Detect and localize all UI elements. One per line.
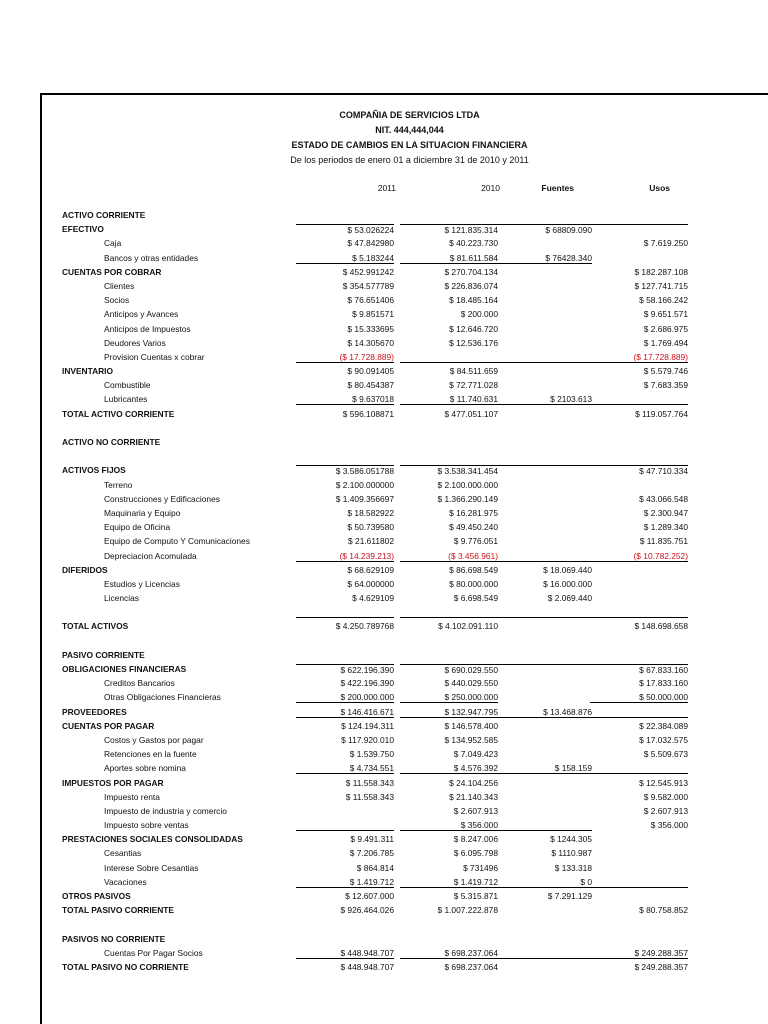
value-2011: $ 448.948.707 [296,948,394,959]
line-item-label: Cesantias [104,848,142,859]
value-fuentes [494,551,592,562]
statement-period: De los periodos de enero 01 a diciembre 31 de 2010 y 2011 [290,155,529,165]
line-item-label: Impuesto renta [104,791,160,802]
value-usos: $ 22.384.089 [639,720,688,731]
statement-row [42,677,768,691]
value-usos: $ 7.619.250 [643,238,688,249]
line-item-label: Depreciacion Acomulada [104,550,197,561]
value-2010: $ 4.102.091.110 [438,621,498,632]
line-item-label: Impuesto de industria y comercio [104,805,227,816]
value-2011: $ 200.000.000 [296,692,394,703]
company-nit: NIT. 444,444,044 [375,125,444,135]
statement-row [42,436,768,450]
value-2011: $ 53.026224 [296,224,394,235]
value-usos: ($ 17.728.889) [590,352,688,363]
value-usos: $ 67.833.160 [590,664,688,675]
line-item-label: Deudores Varios [104,337,166,348]
statement-row [42,393,768,407]
statement-row [42,464,768,478]
value-fuentes: $ 18.069.440 [543,564,592,575]
line-item-label: Equipo de Computo Y Comunicaciones [104,536,250,547]
statement-row [42,550,768,564]
statement-row [42,365,768,379]
value-usos: $ 9.651.571 [643,309,688,320]
value-2010: $ 86.698.549 [449,564,498,575]
section-label: OBLIGACIONES FINANCIERAS [62,664,187,674]
statement-row [42,961,768,975]
value-2010: $ 698.237.064 [444,961,498,972]
section-label: TOTAL PASIVO NO CORRIENTE [62,961,189,972]
statement-row [42,294,768,308]
value-fuentes: $ 76428.340 [494,253,592,264]
value-2011: $ 596.108871 [342,408,394,419]
value-2010: $ 3.538.341.454 [400,465,498,476]
value-2011: $ 68.629109 [347,564,394,575]
value-usos: $ 9.582.000 [643,791,688,802]
spacer-row [42,450,768,464]
value-2010: $ 477.051.107 [444,408,498,419]
value-2010: $ 40.223.730 [449,238,498,249]
value-usos [590,763,688,774]
statement-row [42,223,768,237]
value-2011: $ 422.196.390 [340,678,394,689]
statement-row [42,691,768,705]
value-2011: $ 15.333695 [347,323,394,334]
value-2011 [296,607,394,618]
value-2010: $ 146.578.400 [444,720,498,731]
company-name: COMPAÑIA DE SERVICIOS LTDA [339,110,480,120]
value-2011: $ 3.586.051788 [296,465,394,476]
value-2011: $ 1.539.750 [349,749,394,760]
statement-row [42,762,768,776]
value-2010: $ 200.000 [460,309,498,320]
section-label: PASIVOS NO CORRIENTE [62,933,166,944]
statement-row [42,620,768,634]
line-item-label: Clientes [104,280,135,291]
value-usos: $ 11.835.751 [639,536,688,547]
value-2011: $ 4.629109 [352,593,394,604]
value-2010: $ 18.485.164 [449,295,498,306]
line-item-label: Maquinaria y Equipo [104,507,181,518]
statement-row [42,493,768,507]
section-label: IMPUESTOS POR PAGAR [62,777,164,788]
value-usos [590,224,688,235]
statement-row [42,862,768,876]
value-2010: $ 2.607.913 [453,805,498,816]
value-2011: ($ 17.728.889) [296,352,394,363]
value-2011: $ 90.091405 [347,366,394,377]
value-2010: $ 11.740.631 [400,394,498,405]
line-item-label: Vacaciones [104,876,147,887]
line-item-label: Aportes sobre nomina [104,763,186,774]
statement-title: ESTADO DE CAMBIOS EN LA SITUACION FINANCIERA [291,140,528,150]
value-fuentes: $ 0 [494,877,592,888]
value-2010: $ 21.140.343 [449,791,498,802]
value-usos [590,607,688,618]
statement-row [42,847,768,861]
value-2010: $ 356.000 [400,820,498,831]
statement-row [42,337,768,351]
value-2010: $ 84.511.659 [449,366,498,377]
line-item-label: Interese Sobre Cesantias [104,862,199,873]
value-2011: $ 9.491.311 [350,834,394,845]
statement-row [42,805,768,819]
statement-row [42,209,768,223]
line-item-label: Terreno [104,479,133,490]
value-2011: $ 76.651406 [347,295,394,306]
value-fuentes [494,352,592,363]
value-fuentes [494,465,592,476]
line-item-label: Retenciones en la fuente [104,749,197,760]
value-2010: $ 440.029.550 [444,678,498,689]
section-label: CUENTAS POR PAGAR [62,720,155,731]
value-usos [590,877,688,888]
statement-row [42,408,768,422]
value-usos: $ 1.769.494 [643,337,688,348]
value-2011: $ 64.000000 [347,578,394,589]
value-usos: $ 50.000.000 [590,692,688,703]
section-label: PASIVO CORRIENTE [62,649,145,660]
value-fuentes: $ 1244.305 [550,834,592,845]
value-fuentes [494,664,592,675]
value-2011: $ 864.814 [356,862,394,873]
value-usos: $ 47.710.334 [590,465,688,476]
value-2010: $ 6.698.549 [453,593,498,604]
value-fuentes: $ 13.468.876 [494,707,592,718]
section-label: INVENTARIO [62,366,114,377]
value-fuentes [494,607,592,618]
value-usos: $ 5.509.673 [643,749,688,760]
value-usos: $ 119.057.764 [635,408,688,419]
value-2011: $ 5.183244 [296,253,394,264]
statement-row [42,592,768,606]
value-2010: $ 690.029.550 [400,664,498,675]
value-usos: $ 148.698.658 [634,621,688,632]
value-2011 [296,820,394,831]
value-2010: $ 1.366.290.149 [437,493,498,504]
value-usos: $ 5.579.746 [643,366,688,377]
statement-row [42,237,768,251]
statement-row [42,833,768,847]
statement-row [42,266,768,280]
value-fuentes: $ 16.000.000 [543,578,592,589]
line-item-label: Lubricantes [104,394,148,405]
value-usos: $ 12.545.913 [639,777,688,788]
column-usos: Usos [649,183,670,193]
section-label: TOTAL PASIVO CORRIENTE [62,905,174,916]
value-2010: $ 8.247.006 [453,834,498,845]
statement-row [42,947,768,961]
value-fuentes: $ 133.318 [554,862,592,873]
value-2011: $ 14.305670 [347,337,394,348]
section-label: EFECTIVO [62,224,104,235]
value-2010: $ 270.704.134 [444,266,498,277]
value-2010 [400,607,498,618]
value-fuentes: $ 68809.090 [494,224,592,235]
value-2011: $ 21.611802 [348,536,394,547]
statement-row [42,720,768,734]
value-2010: $ 132.947.795 [400,707,498,718]
value-2011: $ 146.416.671 [296,707,394,718]
value-2010: $ 226.836.074 [444,280,498,291]
line-item-label: Anticipos de Impuestos [104,323,191,334]
value-2010: ($ 3.456.961) [400,551,498,562]
statement-row [42,649,768,663]
value-2010 [400,352,498,363]
value-2010: $ 5.315.871 [453,891,498,901]
value-2010: $ 250.000.000 [400,692,498,703]
value-usos: $ 356.000 [650,820,688,831]
value-2011: $ 452.991242 [342,266,394,277]
statement-row [42,706,768,720]
value-2010: $ 16.281.975 [449,507,498,518]
section-label: DIFERIDOS [62,564,108,575]
line-item-label: Estudios y Licencias [104,578,180,589]
statement-sheet [40,93,768,1024]
section-label: OTROS PASIVOS [62,891,131,901]
value-2010: $ 731496 [463,862,498,873]
column-fuentes: Fuentes [541,183,574,193]
value-2011: $ 47.842980 [347,238,394,249]
statement-row [42,890,768,904]
value-usos: $ 2.686.975 [643,323,688,334]
line-item-label: Socios [104,295,130,306]
value-2011: ($ 14.239.213) [296,551,394,562]
value-fuentes: $ 7.291.129 [547,891,592,901]
statement-row [42,521,768,535]
value-fuentes: $ 2103.613 [494,394,592,405]
value-2010: $ 698.237.064 [400,948,498,959]
spacer-row [42,918,768,932]
statement-row [42,791,768,805]
value-2011: $ 448.948.707 [340,961,394,972]
line-item-label: Anticipos y Avances [104,309,179,320]
line-item-label: Costos y Gastos por pagar [104,734,204,745]
value-fuentes [494,820,592,831]
line-item-label: Creditos Bancarios [104,678,175,689]
section-label: ACTIVO CORRIENTE [62,210,146,220]
value-usos: $ 80.758.852 [639,905,688,916]
value-usos: $ 43.066.548 [639,493,688,504]
value-usos: $ 2.300.947 [643,507,688,518]
value-2011: $ 926.464.026 [340,905,394,916]
line-item-label: Impuesto sobre ventas [104,820,189,831]
value-usos: $ 58.166.242 [639,295,688,306]
spacer-row [42,422,768,436]
statement-row [42,479,768,493]
value-2010: $ 2.100.000.000 [437,479,498,490]
value-fuentes: $ 1110.987 [551,848,592,859]
value-fuentes [494,948,592,959]
value-2010: $ 7.049.423 [453,749,498,760]
line-item-label: Licencias [104,593,139,604]
value-usos: $ 17.032.575 [639,734,688,745]
value-2011: $ 354.577789 [342,280,394,291]
line-item-label: Equipo de Oficina [104,522,171,533]
line-item-label: Bancos y otras entidades [104,252,199,263]
statement-row [42,876,768,890]
value-2010: $ 9.776.051 [453,536,498,547]
statement-row [42,535,768,549]
value-2010: $ 24.104.256 [449,777,498,788]
value-usos [590,707,688,718]
value-2010: $ 80.000.000 [449,578,498,589]
value-fuentes: $ 158.159 [494,763,592,774]
value-2011: $ 7.206.785 [349,848,394,859]
value-2010: $ 4.576.392 [400,763,498,774]
value-2010: $ 121.835.314 [400,224,498,235]
statement-row [42,379,768,393]
section-label: ACTIVO NO CORRIENTE [62,437,161,447]
section-label: CUENTAS POR COBRAR [62,266,162,277]
value-2010: $ 12.536.176 [449,337,498,348]
value-2011: $ 4.250.789768 [335,621,394,632]
value-2011: $ 4.734.551 [296,763,394,774]
value-usos: $ 17.833.160 [639,678,688,689]
value-usos: $ 2.607.913 [643,805,688,816]
value-2010: $ 12.646.720 [449,323,498,334]
statement-row [42,323,768,337]
statement-row [42,351,768,365]
value-usos [590,394,688,405]
statement-row [42,819,768,833]
section-label: TOTAL ACTIVOS [62,621,129,632]
section-label: PROVEEDORES [62,706,127,717]
value-2011: $ 124.194.311 [341,720,394,731]
statement-row [42,280,768,294]
section-label: TOTAL ACTIVO CORRIENTE [62,408,175,419]
statement-row [42,904,768,918]
statement-row [42,252,768,266]
value-2011: $ 2.100.000000 [335,479,394,490]
statement-row [42,748,768,762]
statement-row [42,564,768,578]
value-2010: $ 6.095.798 [453,848,498,859]
statement-row [42,734,768,748]
statement-row [42,663,768,677]
section-label: PRESTACIONES SOCIALES CONSOLIDADAS [62,834,243,845]
value-2011: $ 9.637018 [296,394,394,405]
value-2011: $ 117.920.010 [341,734,394,745]
statement-row [42,578,768,592]
statement-row [42,308,768,322]
value-2011: $ 1.409.356697 [335,493,394,504]
value-2010: $ 1.419.712 [400,877,498,888]
value-2010: $ 72.771.028 [449,380,498,391]
line-item-label: Otras Obligaciones Financieras [104,692,221,703]
value-usos: $ 1.289.340 [643,522,688,533]
line-item-label: Caja [104,238,122,249]
value-2010: $ 1.007.222.878 [437,905,498,916]
value-usos: $ 249.288.357 [634,961,688,972]
spacer-row [42,606,768,620]
column-2010: 2010 [481,183,500,193]
value-2011: $ 9.851571 [352,309,394,320]
value-usos: $ 127.741.715 [634,280,688,291]
value-usos: $ 7.683.359 [643,380,688,391]
statement-row [42,933,768,947]
value-fuentes: $ 2.069.440 [547,593,592,604]
line-item-label: Cuentas Por Pagar Socios [104,947,203,958]
statement-row [42,507,768,521]
value-2011: $ 1.419.712 [296,877,394,888]
column-2011: 2011 [377,183,396,193]
value-2010: $ 134.952.585 [444,734,498,745]
value-usos: $ 249.288.357 [590,948,688,959]
statement-rows [42,209,768,975]
value-usos: $ 182.287.108 [634,266,688,277]
spacer-row [42,635,768,649]
line-item-label: Combustible [104,380,151,391]
value-2011: $ 50.739580 [347,522,394,533]
value-2011: $ 11.558.343 [345,777,394,788]
value-2011: $ 12.607.000 [345,891,394,901]
line-item-label: Construcciones y Edificaciones [104,493,220,504]
section-label: ACTIVOS FIJOS [62,465,126,476]
value-usos: ($ 10.782.252) [590,551,688,562]
value-2011: $ 80.454387 [347,380,394,391]
value-2011: $ 18.582922 [347,507,394,518]
value-2011: $ 11.558.343 [345,791,394,802]
value-2010: $ 81.611.584 [400,253,498,264]
statement-row [42,777,768,791]
value-2010: $ 49.450.240 [449,522,498,533]
value-2011: $ 622.196.390 [296,664,394,675]
line-item-label: Provision Cuentas x cobrar [104,351,205,362]
